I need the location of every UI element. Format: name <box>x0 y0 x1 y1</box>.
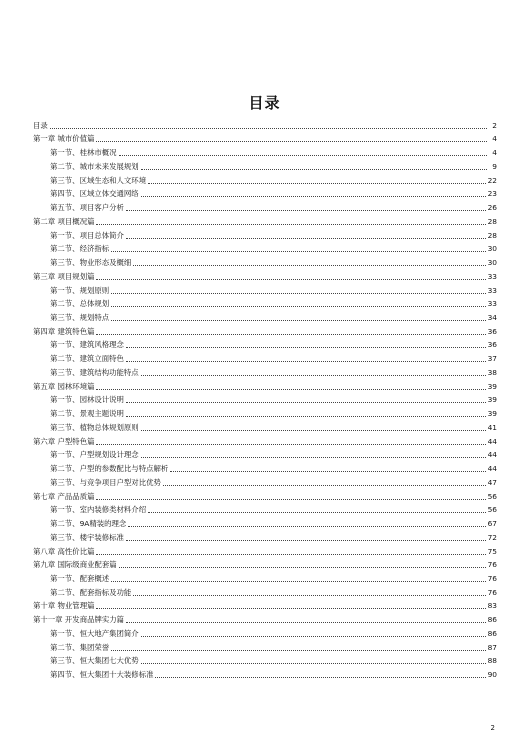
dot-leader <box>111 581 485 582</box>
toc-entry-page: 38 <box>487 367 497 377</box>
toc-entry-page: 36 <box>487 326 497 336</box>
toc-entry-page: 88 <box>487 656 497 666</box>
toc-entry-page: 67 <box>487 519 497 529</box>
toc-entry-label: 第一节、恒大地产集团简介 <box>50 628 139 638</box>
dot-leader <box>96 554 485 555</box>
dot-leader <box>96 444 485 445</box>
toc-entry-label: 第二章 项目概况篇 <box>33 216 95 226</box>
toc-entry-label: 第二节、9A精装的理念 <box>50 519 127 529</box>
toc-entry[interactable] <box>33 392 497 406</box>
toc-entry-label: 第三节、物业形态及概细 <box>50 258 132 268</box>
dot-leader <box>96 224 485 225</box>
toc-entry[interactable] <box>33 282 497 296</box>
toc-entry-page: 30 <box>487 244 497 254</box>
toc-entry[interactable] <box>33 529 497 543</box>
toc-entry-page: 83 <box>487 601 497 611</box>
toc-entry-page: 4 <box>492 148 497 158</box>
toc-entry-label: 第四节、区域立体交通网络 <box>50 189 139 199</box>
toc-entry[interactable] <box>33 364 497 378</box>
toc-entry-page: 33 <box>487 271 497 281</box>
dot-leader <box>133 595 485 596</box>
toc-entry-label: 第二节、建筑立面特色 <box>50 354 124 364</box>
toc-entry[interactable] <box>33 323 497 337</box>
toc-entry-label: 第三节、植物总体规划原则 <box>50 422 139 432</box>
dot-leader <box>155 677 485 678</box>
dot-leader <box>50 128 487 129</box>
page-title: 目录 <box>248 94 281 112</box>
toc-entry-page: 41 <box>487 422 497 432</box>
toc-entry-page: 72 <box>487 532 497 542</box>
toc-entry[interactable] <box>33 611 497 625</box>
toc-entry-label: 第三节、与竞争项目户型对比优势 <box>50 477 161 487</box>
toc-entry[interactable] <box>33 241 497 255</box>
toc-entry-label: 第二节、总体规划 <box>50 299 110 309</box>
dot-leader <box>111 293 485 294</box>
dot-leader <box>96 608 485 609</box>
toc-entry-page: 44 <box>487 450 497 460</box>
toc-entry-page: 37 <box>487 354 497 364</box>
toc-entry[interactable] <box>33 543 497 557</box>
toc-entry[interactable] <box>33 433 497 447</box>
toc-entry-page: 33 <box>487 299 497 309</box>
toc-entry-page: 87 <box>487 642 497 652</box>
toc-entry-page: 23 <box>487 189 497 199</box>
toc-entry-page: 9 <box>492 161 497 171</box>
dot-leader <box>126 347 486 348</box>
toc-entry-page: 22 <box>487 175 497 185</box>
dot-leader <box>141 663 486 664</box>
toc-entry[interactable] <box>33 309 497 323</box>
dot-leader <box>163 485 486 486</box>
dot-leader <box>96 334 485 335</box>
toc-entry-label: 第二节、配套指标及功能 <box>50 587 132 597</box>
toc-entry[interactable] <box>33 570 497 584</box>
toc-entry-page: 28 <box>487 230 497 240</box>
toc-entry[interactable] <box>33 172 497 186</box>
toc-entry-label: 第十章 物业管理篇 <box>33 601 95 611</box>
toc-entry-page: 39 <box>487 409 497 419</box>
toc-entry-page: 2 <box>492 120 497 130</box>
toc-entry[interactable] <box>33 144 497 158</box>
toc-entry[interactable] <box>33 158 497 172</box>
toc-entry[interactable] <box>33 625 497 639</box>
dot-leader <box>126 402 486 403</box>
toc-entry[interactable] <box>33 419 497 433</box>
dot-leader <box>141 636 486 637</box>
page-number: 2 <box>490 724 495 732</box>
toc-entry-label: 第二节、户型的参数配比与特点解析 <box>50 464 169 474</box>
dot-leader <box>170 471 485 472</box>
toc-entry-page: 44 <box>487 436 497 446</box>
toc-entry-page: 76 <box>487 587 497 597</box>
toc-entry-label: 第三节、规划特点 <box>50 313 110 323</box>
toc-entry-label: 目录 <box>33 120 48 130</box>
toc-entry-label: 第三节、建筑结构功能特点 <box>50 367 139 377</box>
toc-entry-label: 第三节、恒大集团七大优势 <box>50 656 139 666</box>
toc-entry-page: 76 <box>487 573 497 583</box>
table-of-contents <box>33 117 497 680</box>
dot-leader <box>141 196 486 197</box>
toc-entry-page: 86 <box>487 628 497 638</box>
toc-entry-page: 33 <box>487 285 497 295</box>
toc-entry-page: 36 <box>487 340 497 350</box>
dot-leader <box>141 169 487 170</box>
toc-entry-page: 90 <box>487 670 497 680</box>
toc-entry[interactable] <box>33 117 497 131</box>
toc-entry-label: 第一章 城市价值篇 <box>33 134 95 144</box>
toc-entry[interactable] <box>33 557 497 571</box>
toc-entry-label: 第二节、经济指标 <box>50 244 110 254</box>
toc-entry[interactable] <box>33 598 497 612</box>
toc-entry[interactable] <box>33 337 497 351</box>
toc-entry[interactable] <box>33 350 497 364</box>
dot-leader <box>96 499 485 500</box>
dot-leader <box>96 141 487 142</box>
toc-entry-label: 第一节、建筑风格理念 <box>50 340 124 350</box>
toc-entry[interactable] <box>33 666 497 680</box>
dot-leader <box>148 512 486 513</box>
dot-leader <box>96 279 485 280</box>
toc-entry-label: 第一节、户型规划设计理念 <box>50 450 139 460</box>
dot-leader <box>119 155 487 156</box>
toc-entry-label: 第五节、项目客户分析 <box>50 203 124 213</box>
toc-entry-label: 第七章 产品品质篇 <box>33 491 95 501</box>
toc-entry-page: 26 <box>487 203 497 213</box>
toc-entry-label: 第八章 高性价比篇 <box>33 546 95 556</box>
toc-entry[interactable] <box>33 213 497 227</box>
toc-entry[interactable] <box>33 227 497 241</box>
dot-leader <box>128 526 485 527</box>
toc-entry-label: 第一节、配套概述 <box>50 573 110 583</box>
toc-entry[interactable] <box>33 447 497 461</box>
toc-entry-page: 30 <box>487 258 497 268</box>
dot-leader <box>133 265 485 266</box>
toc-entry-label: 第一节、规划原则 <box>50 285 110 295</box>
toc-entry-page: 34 <box>487 313 497 323</box>
toc-entry[interactable] <box>33 254 497 268</box>
toc-entry-page: 28 <box>487 216 497 226</box>
toc-entry-page: 47 <box>487 477 497 487</box>
toc-entry[interactable] <box>33 653 497 667</box>
dot-leader <box>111 650 485 651</box>
toc-entry[interactable] <box>33 502 497 516</box>
toc-entry-page: 86 <box>487 615 497 625</box>
toc-entry[interactable] <box>33 268 497 282</box>
toc-entry-label: 第一节、桂林市概况 <box>50 148 117 158</box>
dot-leader <box>148 183 486 184</box>
dot-leader <box>111 251 485 252</box>
toc-entry-label: 第一节、园林设计说明 <box>50 395 124 405</box>
toc-entry-page: 56 <box>487 491 497 501</box>
toc-entry[interactable] <box>33 296 497 310</box>
dot-leader <box>141 457 486 458</box>
dot-leader <box>119 567 486 568</box>
toc-entry-label: 第四章 建筑特色篇 <box>33 326 95 336</box>
dot-leader <box>126 540 486 541</box>
dot-leader <box>126 210 486 211</box>
toc-entry-label: 第四节、恒大集团十大装修标准 <box>50 670 154 680</box>
toc-entry-label: 第一节、室内装修类材料介绍 <box>50 505 147 515</box>
dot-leader <box>126 416 486 417</box>
toc-entry-page: 76 <box>487 560 497 570</box>
dot-leader <box>126 238 486 239</box>
toc-entry[interactable] <box>33 584 497 598</box>
toc-entry-page: 39 <box>487 395 497 405</box>
toc-entry[interactable] <box>33 474 497 488</box>
dot-leader <box>111 320 485 321</box>
toc-entry[interactable] <box>33 405 497 419</box>
toc-entry-page: 75 <box>487 546 497 556</box>
dot-leader <box>126 361 486 362</box>
toc-entry-label: 第二节、景观主题说明 <box>50 409 124 419</box>
toc-entry-page: 56 <box>487 505 497 515</box>
toc-entry[interactable] <box>33 378 497 392</box>
toc-entry[interactable] <box>33 488 497 502</box>
toc-entry[interactable] <box>33 199 497 213</box>
toc-entry-label: 第三节、区域生态和人文环境 <box>50 175 147 185</box>
toc-entry-label: 第十一章 开发商品牌实力篇 <box>33 615 125 625</box>
dot-leader <box>141 430 486 431</box>
toc-entry-page: 44 <box>487 464 497 474</box>
dot-leader <box>96 389 485 390</box>
toc-entry[interactable] <box>33 639 497 653</box>
toc-entry[interactable] <box>33 186 497 200</box>
toc-entry-label: 第三章 项目规划篇 <box>33 271 95 281</box>
toc-entry-label: 第三节、楼宇装修标准 <box>50 532 124 542</box>
toc-entry-label: 第二节、城市未来发展规划 <box>50 161 139 171</box>
dot-leader <box>111 306 485 307</box>
toc-entry[interactable] <box>33 460 497 474</box>
dot-leader <box>126 622 486 623</box>
toc-entry[interactable] <box>33 131 497 145</box>
toc-entry-page: 4 <box>492 134 497 144</box>
toc-entry-label: 第五章 园林环境篇 <box>33 381 95 391</box>
toc-entry-label: 第二节、集团荣誉 <box>50 642 110 652</box>
toc-entry[interactable] <box>33 515 497 529</box>
toc-entry-label: 第一节、项目总体简介 <box>50 230 124 240</box>
toc-entry-page: 39 <box>487 381 497 391</box>
dot-leader <box>141 375 486 376</box>
toc-entry-label: 第九章 国际级商业配套篇 <box>33 560 117 570</box>
toc-entry-label: 第六章 户型特色篇 <box>33 436 95 446</box>
